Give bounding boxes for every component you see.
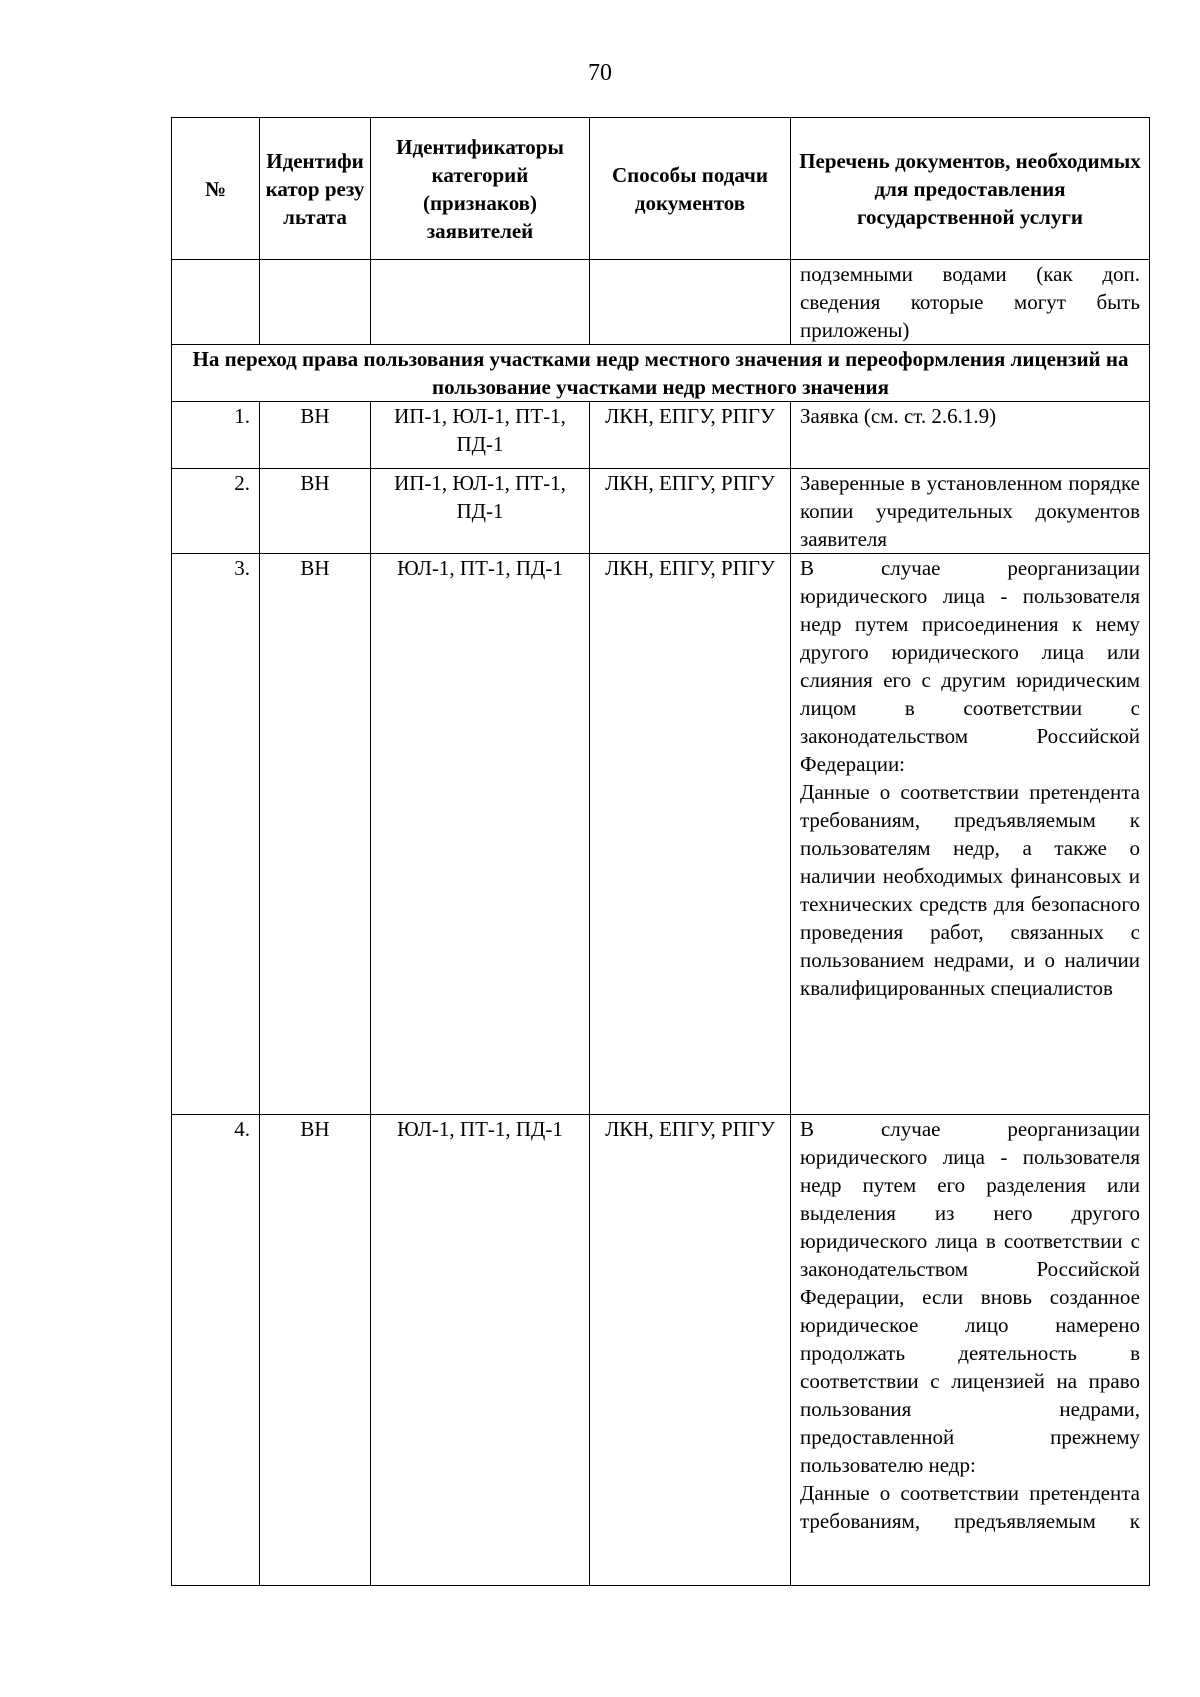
cell-submission-methods: ЛКН, ЕПГУ, РПГУ [590, 554, 791, 1115]
section-row [172, 345, 1150, 402]
cell-documents: Заявка (см. ст. 2.6.1.9) [791, 402, 1150, 469]
cell-category-ids: ИП-1, ЮЛ-1, ПТ-1, ПД-1 [371, 402, 590, 469]
cell-submission-methods: ЛКН, ЕПГУ, РПГУ [590, 1115, 791, 1586]
cell-result-id: ВН [260, 554, 371, 1115]
cell-submission-methods: ЛКН, ЕПГУ, РПГУ [590, 469, 791, 554]
cell-documents [791, 1115, 1150, 1586]
table-row [172, 260, 1150, 345]
documents-paragraph: Данные о соответствии претендента требованиям, предъявляемым к [800, 1481, 1140, 1533]
cell-result-id: ВН [260, 402, 371, 469]
cell-documents: Заверенные в установленном порядке копии учредительных документов заявителя [791, 469, 1150, 554]
table-header-row [172, 118, 1150, 260]
cell-result-id [260, 260, 371, 345]
section-title: На переход права пользования участками недр местного значения и переоформления лицензий на пользование участками недр местного значения [172, 345, 1150, 402]
documents-paragraph: Данные о соответствии претендента требованиям, предъявляемым к пользователям недр, а также о наличии необходимых финансовых и технических средств для безопасного проведения работ, связанных с пользованием недрами, и о наличии квалифицированных специалистов [800, 780, 1140, 1000]
cell-num [172, 260, 260, 345]
documents-paragraph: В случае реорганизации юридического лица - пользователя недр путем его разделения или выделения из него другого юридического лица в соответствии с законодательством Российской Федерации, если вновь созданное юридическое лицо намерено продолжать деятельность в соответствии с лицензией на право пользования недрами, предоставленной прежнему пользователю недр: [800, 1117, 1140, 1477]
header-num: № [172, 118, 260, 260]
cell-category-ids: ИП-1, ЮЛ-1, ПТ-1, ПД-1 [371, 469, 590, 554]
cell-submission-methods: ЛКН, ЕПГУ, РПГУ [590, 402, 791, 469]
header-result-id: Идентификатор результата [260, 118, 371, 260]
documents-paragraph: В случае реорганизации юридического лица - пользователя недр путем присоединения к нему другого юридического лица или слияния его с другим юридическим лицом в соответствии с законодательством Российской Федерации: [800, 556, 1140, 776]
cell-documents: подземными водами (как доп. сведения которые могут быть приложены) [791, 260, 1150, 345]
header-category-ids: Идентификаторы категорий (признаков) заявителей [371, 118, 590, 260]
cell-num: 3. [172, 554, 260, 1115]
cell-num: 1. [172, 402, 260, 469]
cell-documents [791, 554, 1150, 1115]
table-row [172, 469, 1150, 554]
cell-category-ids: ЮЛ-1, ПТ-1, ПД-1 [371, 1115, 590, 1586]
documents-table [171, 117, 1150, 1586]
table-row [172, 1115, 1150, 1586]
cell-submission-methods [590, 260, 791, 345]
table-row [172, 402, 1150, 469]
cell-result-id: ВН [260, 469, 371, 554]
page-number: 70 [588, 60, 612, 86]
cell-num: 2. [172, 469, 260, 554]
header-documents: Перечень документов, необходимых для предоставления государственной услуги [791, 118, 1150, 260]
cell-num: 4. [172, 1115, 260, 1586]
header-submission-methods: Способы подачи документов [590, 118, 791, 260]
cell-category-ids [371, 260, 590, 345]
cell-category-ids: ЮЛ-1, ПТ-1, ПД-1 [371, 554, 590, 1115]
cell-result-id: ВН [260, 1115, 371, 1586]
table-row [172, 554, 1150, 1115]
